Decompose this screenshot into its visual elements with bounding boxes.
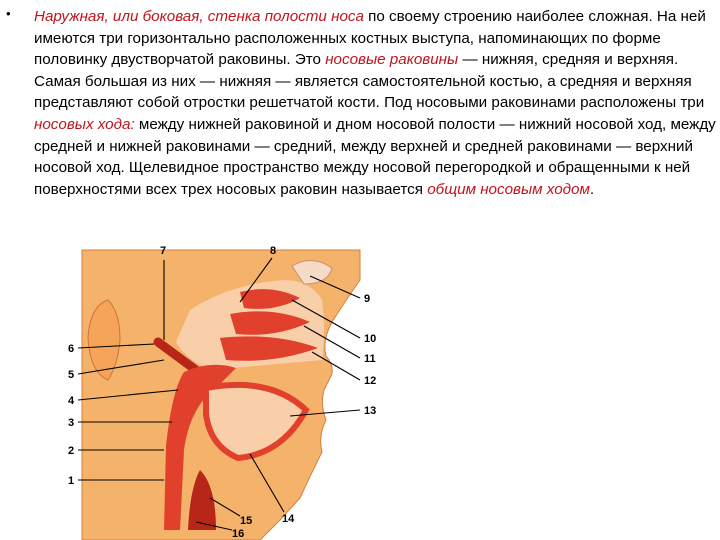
term-nasal-meatuses: носовых хода: xyxy=(34,115,135,133)
paragraph xyxy=(34,6,716,200)
term-nasal-conchae: носовые раковины xyxy=(325,51,459,69)
term-lateral-wall: Наружная, или боковая, стенка полости носа xyxy=(34,8,364,25)
text-segment: . xyxy=(589,180,595,198)
label-11: 11 xyxy=(364,353,376,365)
head-section-illustration xyxy=(60,240,390,540)
label-9: 9 xyxy=(364,293,371,305)
label-16: 16 xyxy=(232,528,245,540)
label-1: 1 xyxy=(68,475,75,487)
label-14: 14 xyxy=(282,513,295,525)
label-15: 15 xyxy=(240,515,253,527)
label-6: 6 xyxy=(68,343,75,355)
label-12: 12 xyxy=(364,375,377,387)
label-7: 7 xyxy=(160,245,167,257)
text-segment: — нижняя, средняя и верхняя. Самая большая из них — нижняя — является самостоятельной костью, а средняя и верхняя представляют собой отростки решетчатой кости. Под носовыми раковинами расположены три xyxy=(34,51,705,112)
label-5: 5 xyxy=(68,369,75,381)
label-4: 4 xyxy=(68,395,75,407)
list-bullet: • xyxy=(6,6,11,21)
text-segment: по своему строению наиболее сложная. На ней имеются три горизонтально расположенных костных выступа, напоминающих по форме половинку двустворчатой раковины. Это xyxy=(34,8,706,69)
label-8: 8 xyxy=(270,245,277,257)
text-segment: между нижней раковиной и дном носовой полости — нижний носовой ход, между средней и нижней раковинами — средний, между верхней и средней раковинами — верхний носовой ход. Щелевидное пространство между носовой перегородкой и обращенными к ней поверхностями всех трех носовых раковин называется xyxy=(34,115,716,198)
label-3: 3 xyxy=(68,417,75,429)
label-2: 2 xyxy=(68,445,75,457)
label-10: 10 xyxy=(364,333,377,345)
label-13: 13 xyxy=(364,405,377,417)
term-common-meatus: общим носовым ходом xyxy=(427,180,590,198)
anatomy-drawing xyxy=(60,240,390,540)
